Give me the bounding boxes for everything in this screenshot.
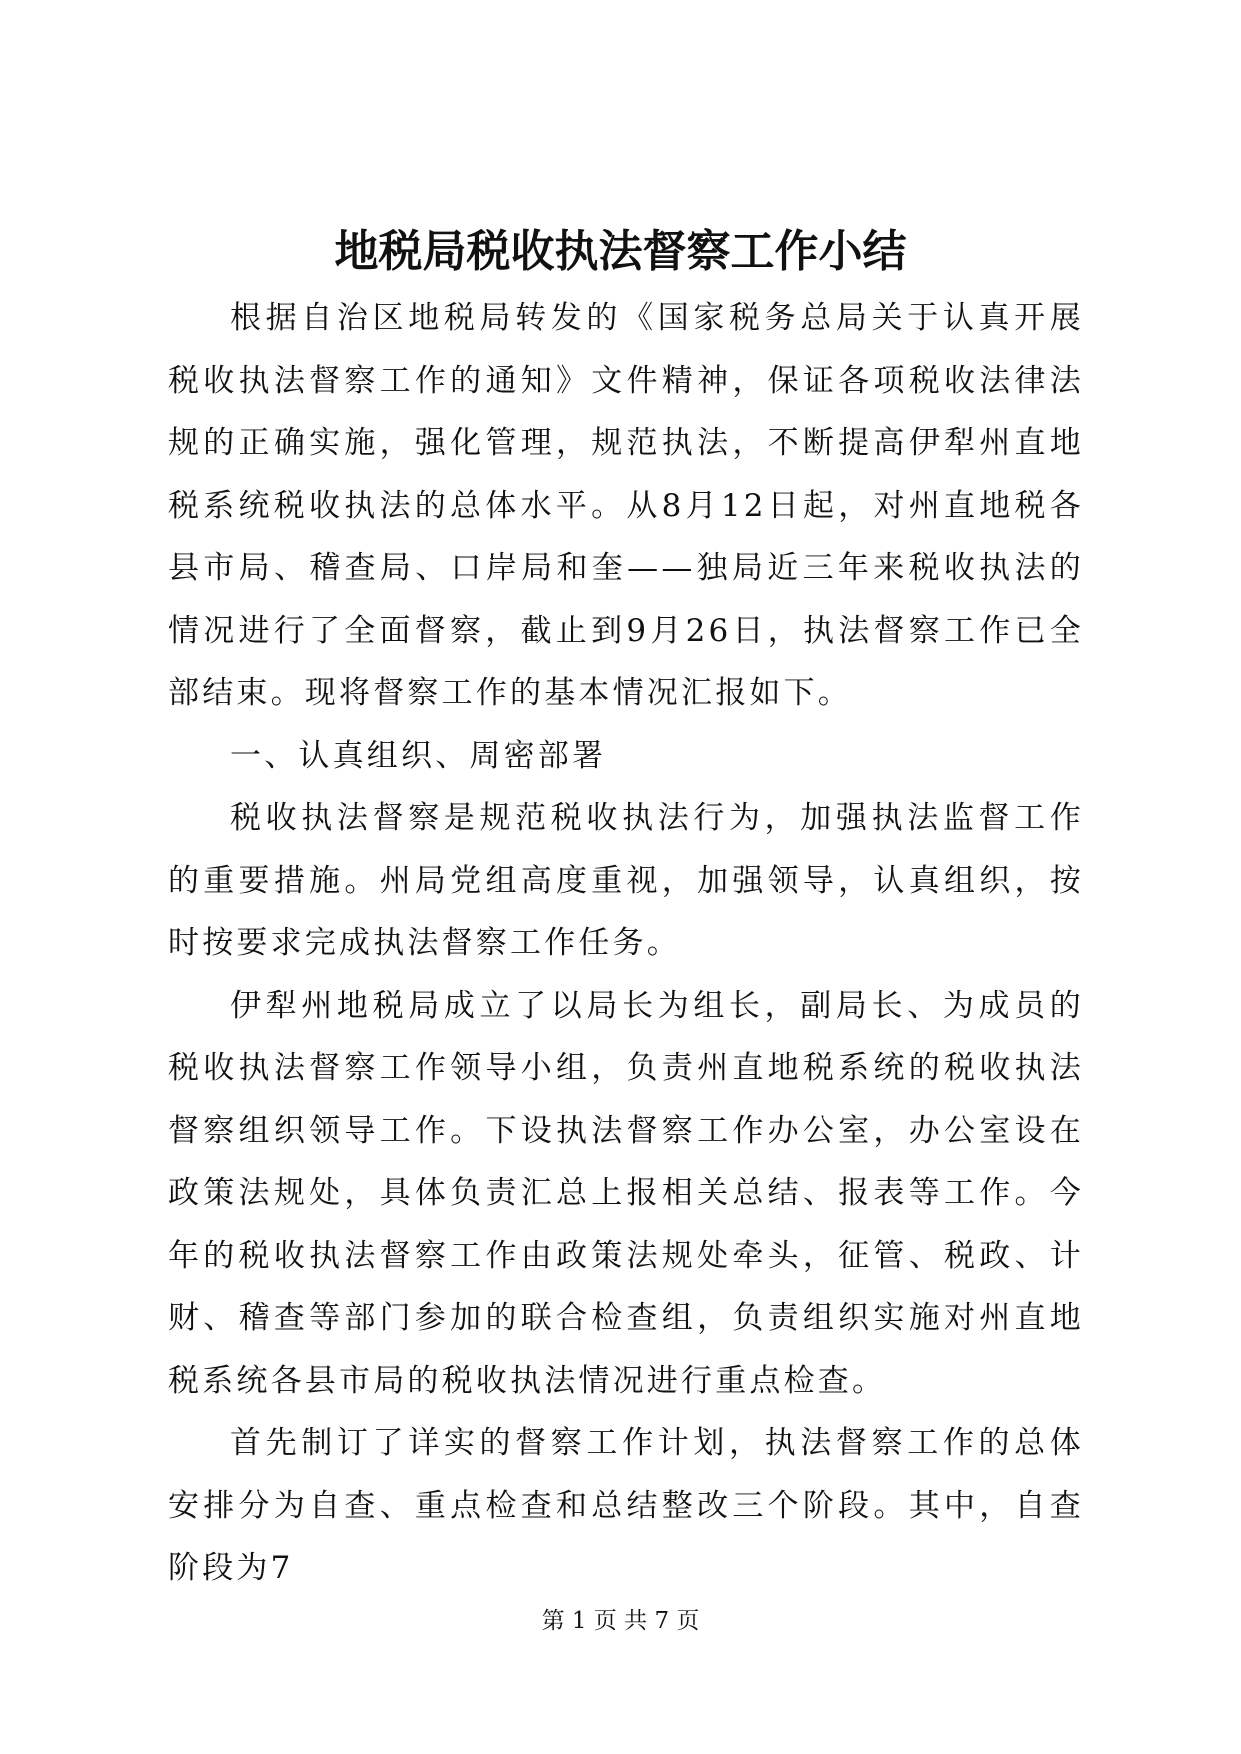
paragraph-intro: 根据自治区地税局转发的《国家税务总局关于认真开展税收执法督察工作的通知》文件精神，保证各项税收法律法规的正确实施，强化管理，规范执法，不断提高伊犁州直地税系统税收执法的总体水平。从8月12日起，对州直地税各县市局、稽查局、口岸局和奎——独局近三年来税收执法的情况进行了全面督察，截止到9月26日，执法督察工作已全部结束。现将督察工作的基本情况汇报如下。	[168, 300, 1084, 711]
document-title: 地税局税收执法督察工作小结	[334, 226, 907, 277]
section-heading-1: 一、认真组织、周密部署	[230, 737, 607, 774]
document-body	[168, 287, 1084, 1600]
page-number-footer: 第 1 页 共 7 页	[541, 1608, 700, 1634]
paragraph-leadership: 伊犁州地税局成立了以局长为组长，副局长、为成员的税收执法督察工作领导小组，负责州直地税系统的税收执法督察组织领导工作。下设执法督察工作办公室，办公室设在政策法规处，具体负责汇总上报相关总结、报表等工作。今年的税收执法督察工作由政策法规处牵头，征管、税政、计财、稽查等部门参加的联合检查组，负责组织实施对州直地税系统各县市局的税收执法情况进行重点检查。	[168, 987, 1084, 1399]
paragraph-plan: 首先制订了详实的督察工作计划，执法督察工作的总体安排分为自查、重点检查和总结整改三个阶段。其中，自查阶段为7	[168, 1425, 1084, 1586]
paragraph-importance: 税收执法督察是规范税收执法行为，加强执法监督工作的重要措施。州局党组高度重视，加强领导，认真组织，按时按要求完成执法督察工作任务。	[168, 800, 1084, 961]
